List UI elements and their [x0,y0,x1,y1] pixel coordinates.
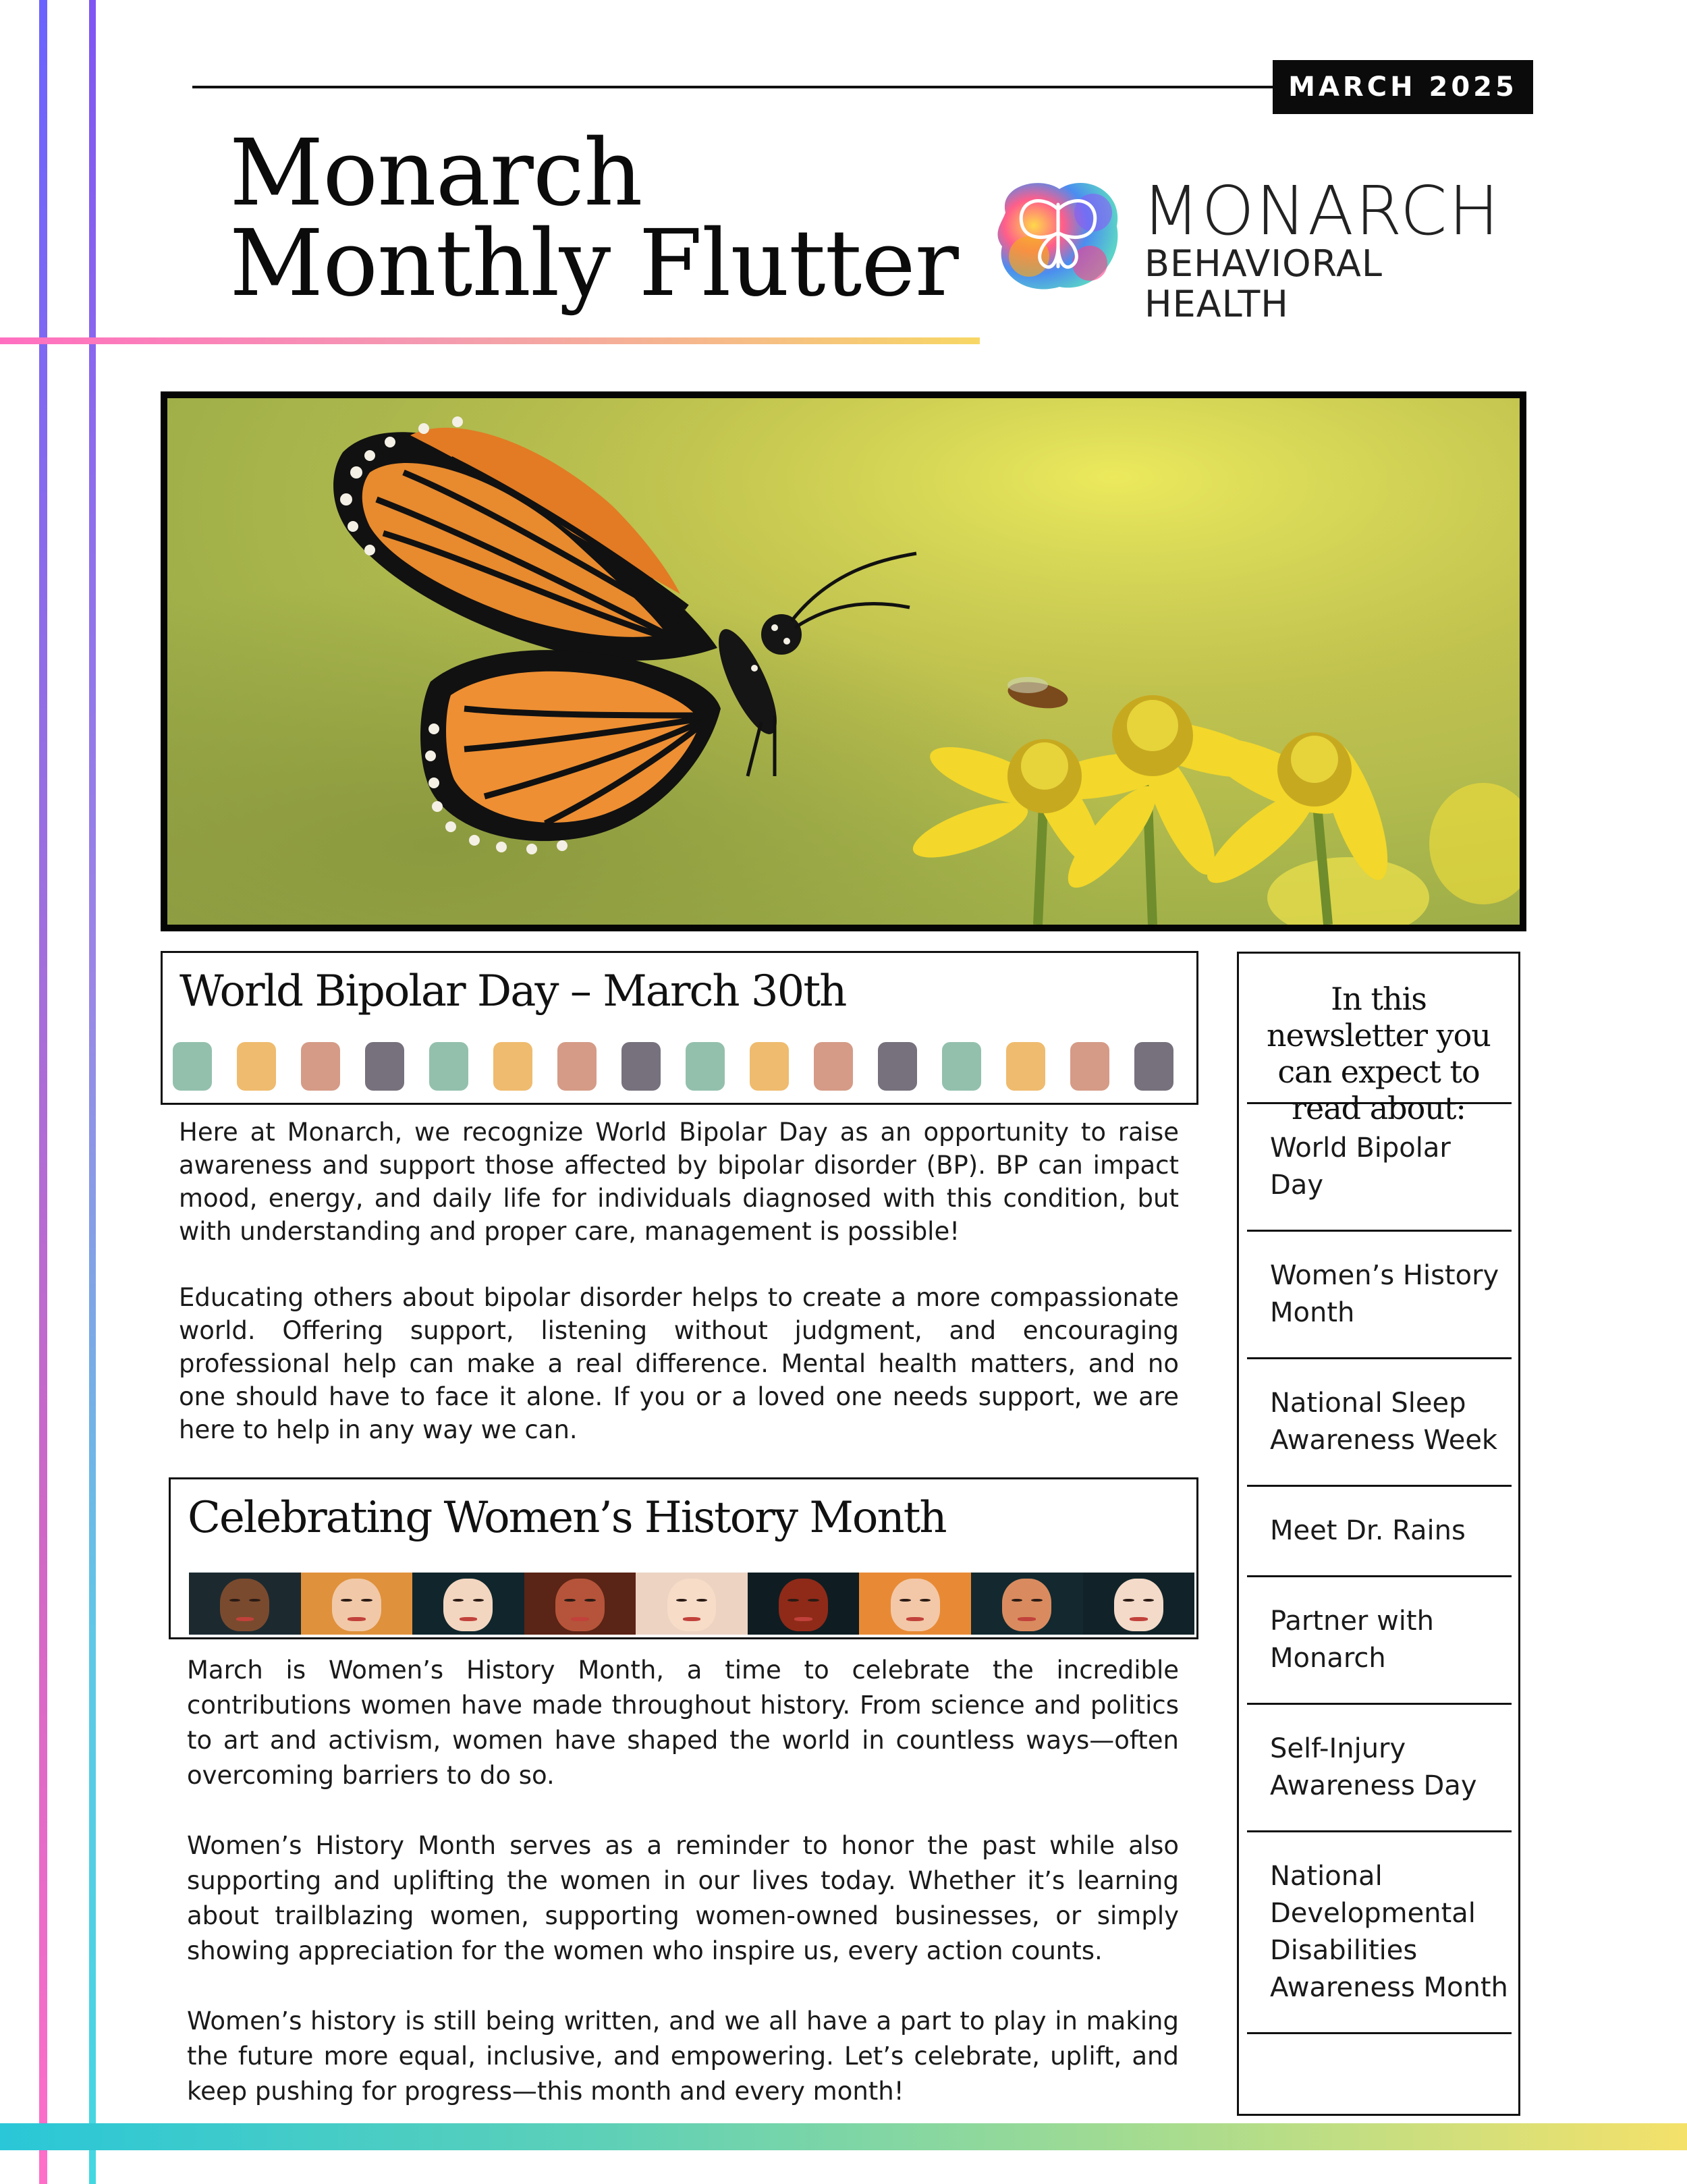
date-badge: MARCH 2025 [1273,60,1533,114]
sidebar-item-womens-history-month: Women’s History Month [1247,1230,1512,1357]
swatch-sage [429,1042,468,1091]
portrait-illustration [748,1573,860,1635]
swatch-slate [1134,1042,1173,1091]
swatch-amber [750,1042,789,1091]
portrait-illustration [412,1573,524,1635]
womens-paragraph-2: Women’s History Month serves as a reminder to honor the past while also supporting and uplifting the women in our lives today. Whether it’s learning about trailblazing women, supporting women-owned businesses, or simply showing appreciation for the women who inspire us, every action counts. [187,1831,1179,1965]
logo-subtitle: BEHAVIORAL HEALTH [1144,242,1383,325]
bipolar-day-title: World Bipolar Day – March 30th [179,966,846,1016]
womens-portraits-strip [189,1573,1194,1635]
hero-butterfly-photo [161,391,1526,931]
sidebar-item-developmental-disabilities-month: National Developmental Disabilities Awareness Month [1247,1830,1512,2034]
logo-wordmark: MONARCH [1142,171,1501,250]
bipolar-paragraph-1: Here at Monarch, we recognize World Bipolar Day as an opportunity to raise awareness and support those affected by bipolar disorder (BP). BP can impact mood, energy, and daily life for individuals diagnosed with this condition, but with understanding and proper care, management is possible! [179,1118,1179,1246]
portrait-illustration [189,1573,301,1635]
bipolar-color-swatches [173,1042,1173,1091]
swatch-sage [942,1042,981,1091]
womens-paragraph-1: March is Women’s History Month, a time to celebrate the incredible contributions women have made throughout history. From science and politics to art and activism, women have shaped the world in countless ways—often overcoming barriers to do so. [187,1656,1179,1790]
decor-bottom-bar [0,2123,1687,2150]
swatch-sage [686,1042,725,1091]
sidebar-heading: In this newsletter you can expect to read about: [1267,981,1491,1126]
decor-vertical-bar-left [39,0,47,2184]
newsletter-title [229,120,972,317]
sidebar-item-sleep-awareness-week: National Sleep Awareness Week [1247,1357,1512,1485]
portrait-illustration [1083,1573,1195,1635]
bipolar-paragraph-2: Educating others about bipolar disorder helps to create a more compassionate world. Offering support, listening without judgment, and encouraging professional help can make a real difference. Mental health matters, and no one should have to face it alone. If you or a loved one needs support, we are here to help in any way we can. [179,1283,1179,1444]
header-rule [192,86,1275,88]
swatch-clay [814,1042,853,1091]
monarch-logo [992,171,1532,325]
portrait-illustration [524,1573,636,1635]
womens-history-body [187,1653,1179,2109]
monarch-butterfly-image [167,398,1520,925]
portrait-illustration [859,1573,971,1635]
swatch-clay [557,1042,597,1091]
womens-history-title: Celebrating Women’s History Month [188,1493,946,1543]
butterfly-logo-icon [992,172,1124,297]
title-line-2: Monthly Flutter [229,211,958,317]
swatch-sage [173,1042,212,1091]
sidebar-item-world-bipolar-day: World Bipolar Day [1247,1102,1512,1230]
newsletter-contents-sidebar [1237,952,1520,2116]
swatch-slate [621,1042,661,1091]
decor-vertical-bar-right [89,0,96,2184]
title-line-1: Monarch [229,120,642,227]
portrait-illustration [301,1573,413,1635]
swatch-amber [1006,1042,1045,1091]
swatch-clay [1070,1042,1109,1091]
sidebar-topic-list [1247,1102,1512,2034]
sidebar-item-partner-with-monarch: Partner with Monarch [1247,1575,1512,1703]
sidebar-item-self-injury-awareness-day: Self-Injury Awareness Day [1247,1703,1512,1830]
swatch-slate [878,1042,917,1091]
swatch-amber [237,1042,276,1091]
decor-title-underline [0,337,980,344]
portrait-illustration [636,1573,748,1635]
swatch-slate [365,1042,404,1091]
portrait-illustration [971,1573,1083,1635]
sidebar-item-meet-dr-rains: Meet Dr. Rains [1247,1485,1512,1575]
swatch-clay [301,1042,340,1091]
swatch-amber [493,1042,532,1091]
womens-paragraph-3: Women’s history is still being written, and we all have a part to play in making the future more equal, inclusive, and empowering. Let’s celebrate, uplift, and keep pushing for progress—this month and every month! [187,2006,1179,2106]
bipolar-day-body [179,1116,1179,1446]
